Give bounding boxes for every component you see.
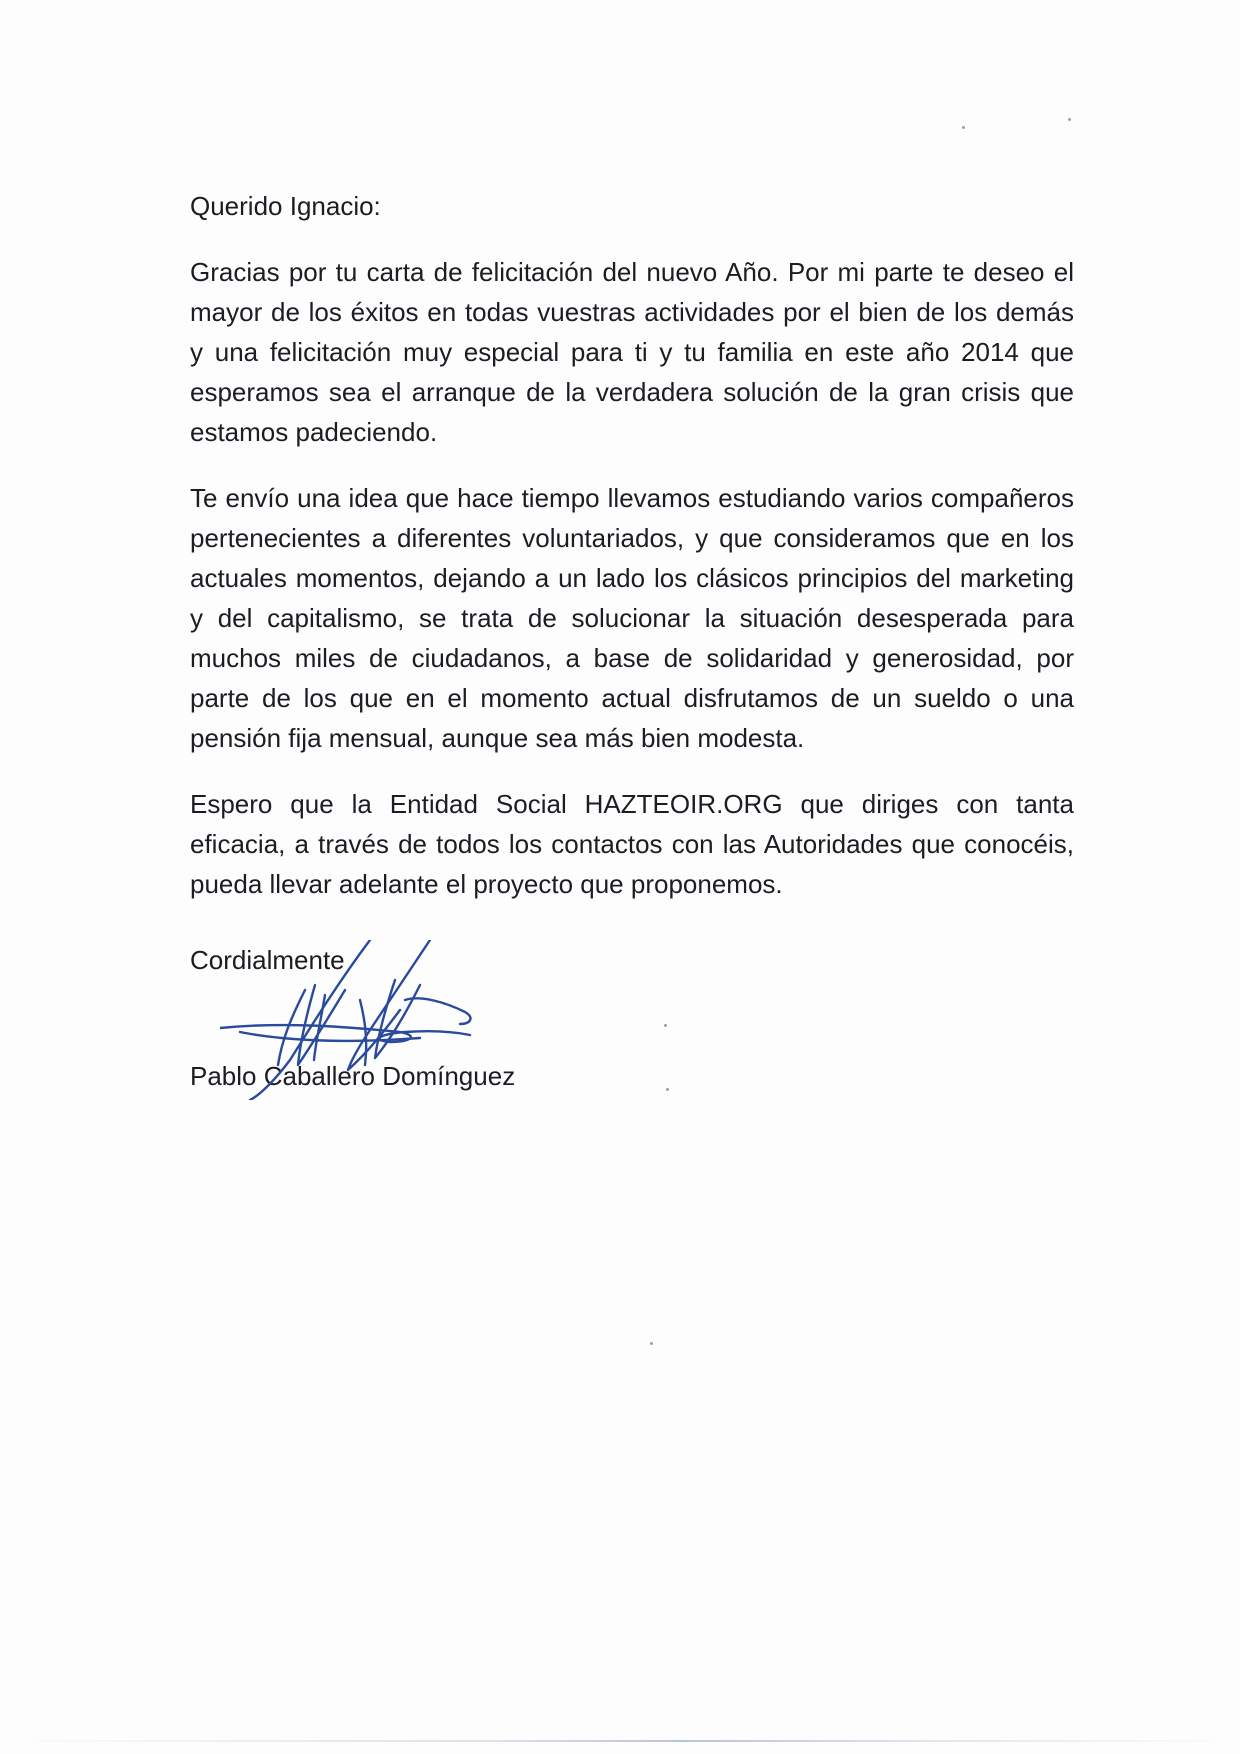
scan-edge-line bbox=[0, 1740, 1240, 1742]
scan-speck bbox=[650, 1342, 653, 1345]
scan-speck bbox=[1068, 118, 1071, 121]
letter-paragraph-3: Espero que la Entidad Social HAZTEOIR.ORG que diriges con tanta eficacia, a través de todos los contactos con las Autoridades que conocéis, pueda llevar adelante el proyecto que proponemos. bbox=[190, 789, 1074, 899]
letter-signer-name: Pablo Caballero Domínguez bbox=[190, 1061, 516, 1091]
scan-speck bbox=[962, 126, 965, 129]
letter-paragraph-2: Te envío una idea que hace tiempo llevamos estudiando varios compañeros pertenecientes a diferentes voluntariados, y que consideramos que en los actuales momentos, dejando a un lado los clásicos principios del marketing y del capitalismo, se trata de solucionar la situación desesperada para muchos miles de ciudadanos, a base de solidaridad y generosidad, por parte de los que en el momento actual disfrutamos de un sueldo o una pensión fija mensual, aunque sea más bien modesta. bbox=[190, 483, 1074, 753]
scan-speck bbox=[666, 1088, 669, 1091]
letter-closing: Cordialmente bbox=[190, 945, 345, 975]
letter-paragraph-1: Gracias por tu carta de felicitación del nuevo Año. Por mi parte te deseo el mayor de los éxitos en todas vuestras actividades por el bien de los demás y una felicitación muy especial para ti y tu familia en este año 2014 que esperamos sea el arranque de la verdadera solución de la gran crisis que estamos padeciendo. bbox=[190, 257, 1074, 447]
letter-greeting: Querido Ignacio: bbox=[190, 191, 381, 221]
handwritten-signature bbox=[220, 940, 520, 1100]
scan-speck bbox=[664, 1024, 667, 1027]
